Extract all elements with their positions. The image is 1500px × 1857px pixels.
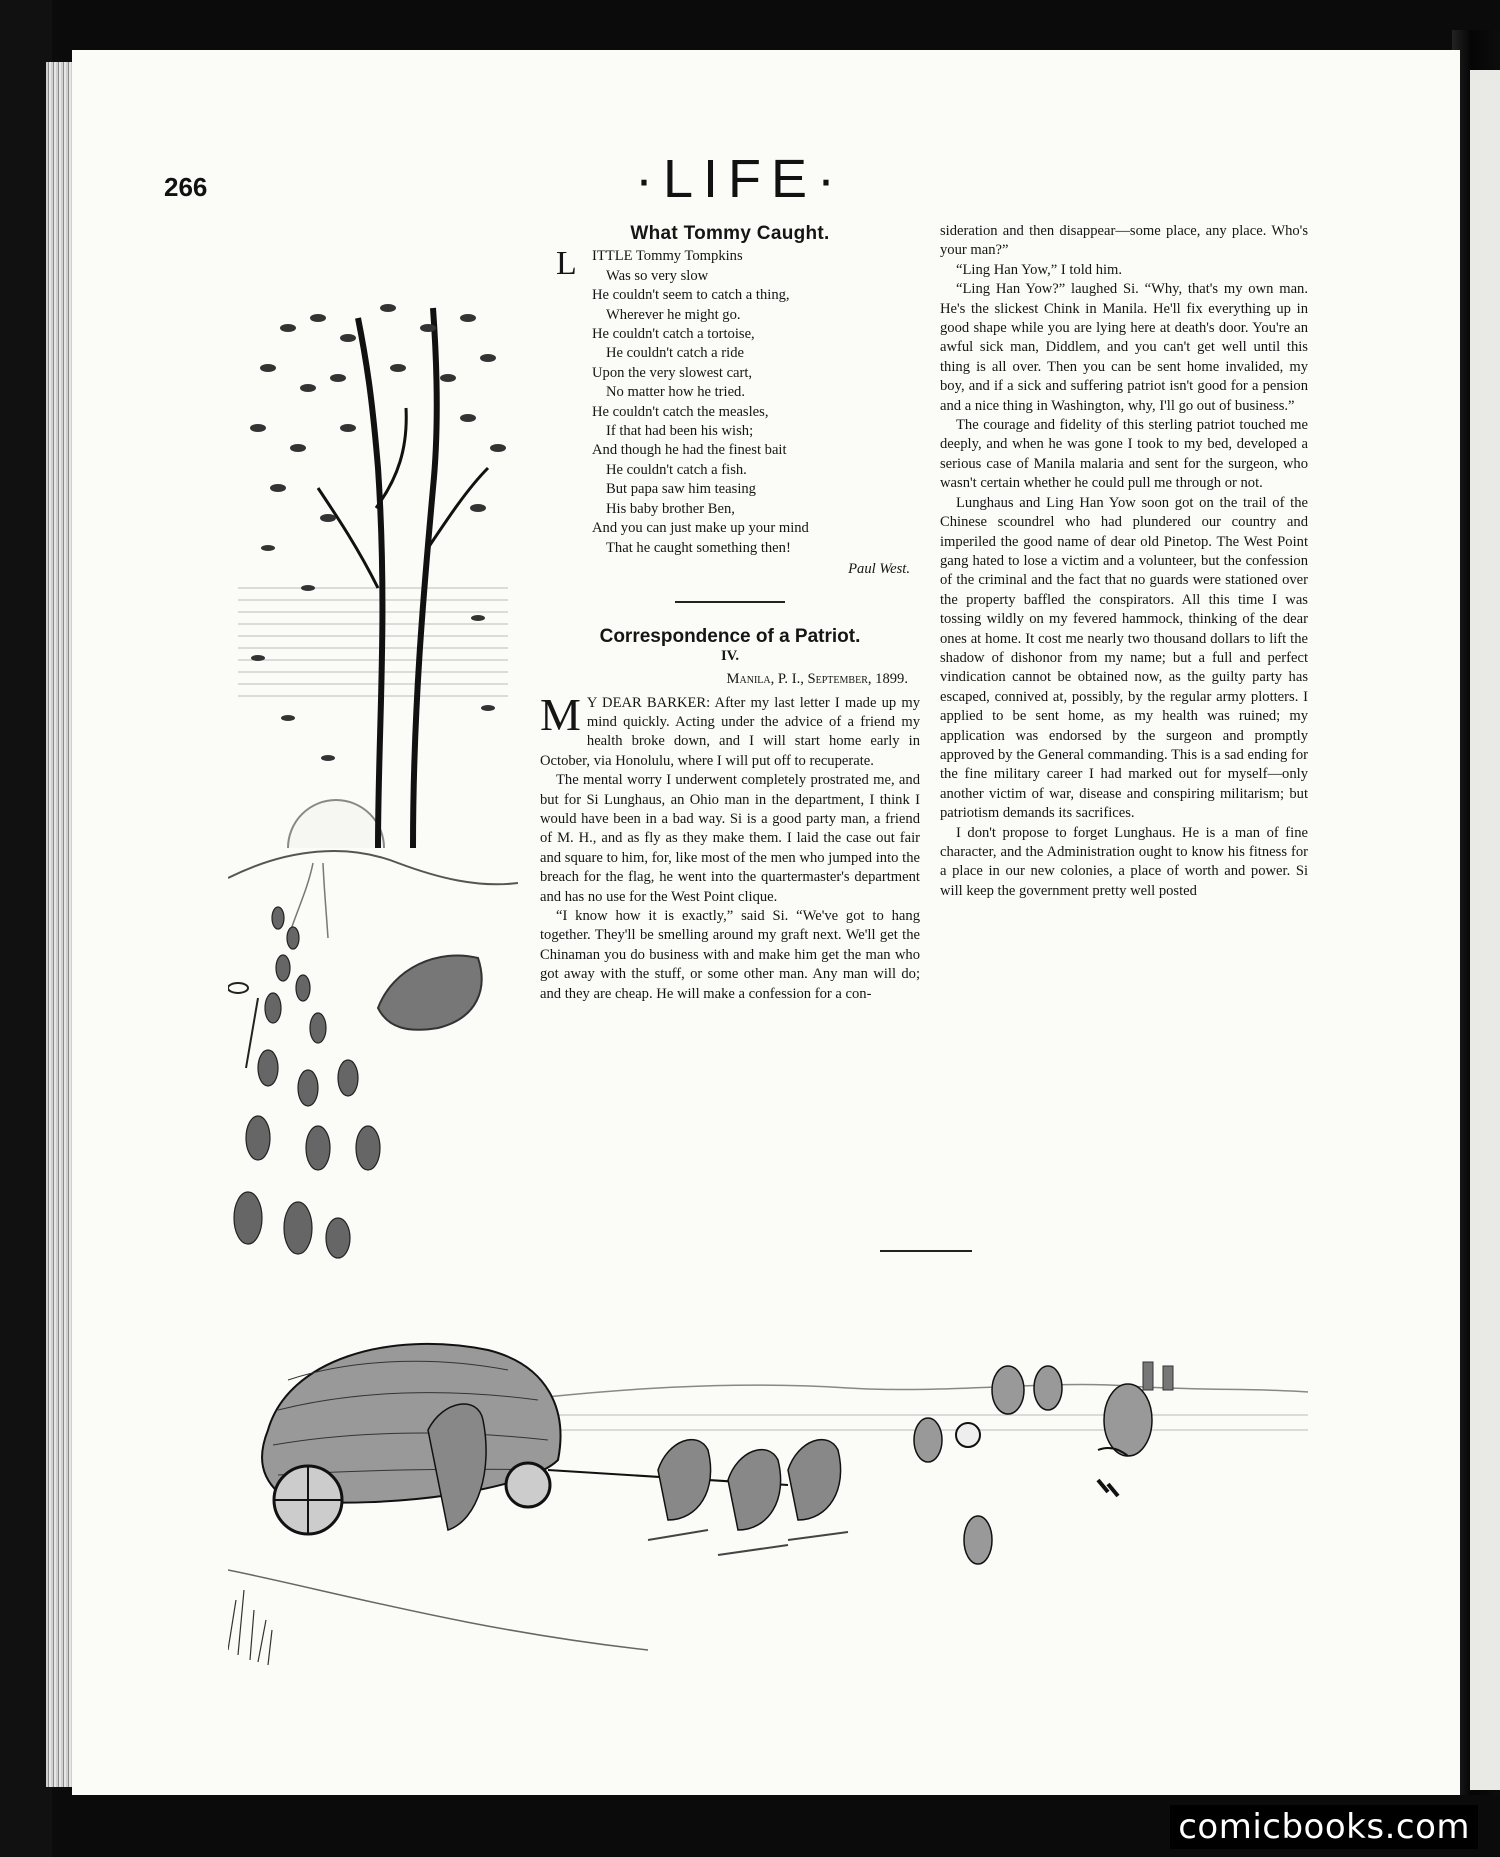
poem-line: No matter how he tried.: [606, 384, 746, 401]
article-title: Correspondence of a Patriot.: [599, 626, 861, 648]
poem-line: And you can just make up your mind: [592, 520, 809, 537]
poem-line: He couldn't seem to catch a thing,: [592, 287, 790, 304]
article-paragraph: “Ling Han Yow?” laughed Si. “Why, that's my own man. He's the slickest Chink in Manila. He'll fix everything up in good shape while you are lying here at death's door. You're an awful sick man, Diddlem, and you can't get well until this thing is all over. Then you can be sent home invalided, my boy, and if a sick and suffering patriot isn't good for a pension and a nice thing in Washington, why, I'll go out of business.”: [940, 281, 1308, 414]
poem-line: His baby brother Ben,: [606, 500, 735, 517]
article-paragraph: The courage and fidelity of this sterling patriot touched me deeply, and when he was gone I took to my bed, developed a serious case of Manila malaria and sent for the surgeon, who wasn't certain whether he could pull me through or not.: [940, 417, 1308, 492]
article-paragraphs-col2: [940, 261, 1308, 901]
poem-line: Wherever he might go.: [606, 306, 741, 323]
article-part-number: IV.: [721, 647, 739, 664]
drop-cap: L: [556, 245, 577, 283]
right-text-column: [940, 222, 1308, 901]
page-number: 266: [164, 172, 208, 202]
poem-line: He couldn't catch a fish.: [606, 461, 747, 478]
article-paragraph: “I know how it is exactly,” said Si. “We've got to hang together. They'll be smelling around my graft next. We'll get the Chinaman you do business with and make him get the man who got away with the stuff, or some other man. Any man will do; and they are cheap. He will make a confession for a con-: [540, 908, 920, 1002]
tree-illustration: [228, 288, 518, 1298]
watermark: comicbooks.com: [1170, 1805, 1478, 1849]
drop-cap: M: [540, 688, 581, 740]
poem-line: Upon the very slowest cart,: [592, 364, 753, 381]
article-paragraphs-col1: [540, 771, 920, 1004]
scanner-background: [0, 0, 1500, 50]
book-page-edges: [46, 62, 74, 1787]
poem-line: Was so very slow: [606, 267, 709, 284]
poem-title: What Tommy Caught.: [630, 223, 830, 244]
poem-line: He couldn't catch a ride: [606, 345, 744, 362]
poem-line: But papa saw him teasing: [606, 481, 756, 498]
article-paragraph: The mental worry I underwent completely prostrated me, and but for Si Lunghaus, an Ohio man in the department, I think I would have been in a bad way. Si is a good party man, a friend of M. H., and as fly as they make them. I laid the case out fair and square to him, for, like most of the men who jumped into the breach for the flag, he went into the quartermaster's department and has no use for the West Point clique.: [540, 772, 920, 905]
poem-line: That he caught something then!: [606, 539, 791, 556]
poem-line: He couldn't catch a tortoise,: [592, 326, 755, 343]
article-paragraph: Lunghaus and Ling Han Yow soon got on the trail of the Chinese scoundrel who had plundered our country and imperiled the good name of dear old Pinetop. The West Point gang hated to lose a victim and a volunteer, but the confession of the criminal and the fact that no guards were stationed over the property baffled the conspirators. All this time I was tossing wildly on my fevered hammock, thinking of the dear ones at home. It cost me nearly two thousand dollars to lift the shadow of dishonor from my name; but a full and perfect vindication cannot be obtained now, as the guilty party has escaped, connived at, possibly, by the regular army plotters. I applied to be sent home, as my health was ruined; my application was endorsed by the surgeon and promptly approved by the General commanding. This is a sad ending for the fine military career I had marked out for myself—only another victim of war, disease and conspiring militarism; but patriotism demands its sacrifices.: [940, 494, 1308, 822]
scanner-background-left: [0, 0, 52, 1857]
masthead-title: ·LIFE·: [634, 149, 845, 209]
article-dateline: Manila, P. I., September, 1899.: [726, 671, 908, 688]
article-paragraph: I don't propose to forget Lunghaus. He is a man of fine character, and the Administration ought to know his fitness for a place in our new colonies, a place of worth and power. Si will keep the government pretty well posted: [940, 824, 1308, 899]
poem-body: [540, 247, 920, 558]
poem-line: He couldn't catch the measles,: [592, 403, 769, 420]
left-text-column: [540, 224, 920, 1004]
poem-line: If that had been his wish;: [606, 423, 754, 440]
poem-author: Paul West.: [848, 560, 910, 577]
poem-line: And though he had the finest bait: [592, 442, 787, 459]
poem-line: L ITTLE Tommy Tompkins: [556, 245, 743, 283]
article-paragraph: sideration and then disappear—some place, any place. Who's your man?”: [940, 223, 1308, 259]
article-paragraph: M Y DEAR BARKER: After my last letter I made up my mind quickly. Acting under the advice of a friend my health broke down, and I will start home early in October, via Honolulu, where I will put off to recuperate.: [540, 688, 920, 769]
column-end-rule: [880, 1250, 972, 1252]
facing-page-edge: [1470, 70, 1500, 1790]
article-paragraph: “Ling Han Yow,” I told him.: [956, 261, 1123, 278]
section-divider: [675, 601, 785, 603]
hay-cart-parade-illustration: [228, 1270, 1328, 1730]
